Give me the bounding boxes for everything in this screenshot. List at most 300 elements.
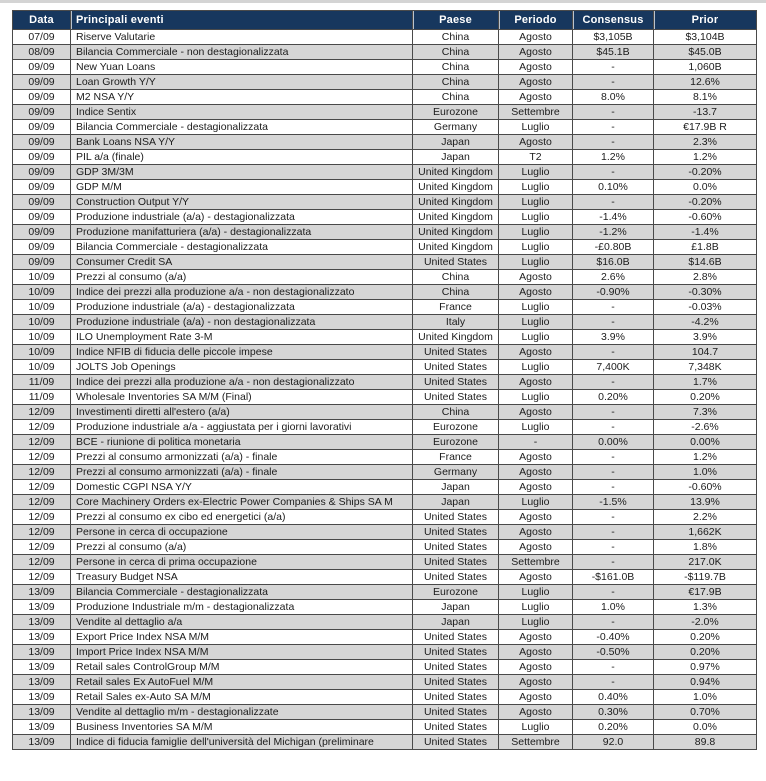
table-row (13, 615, 757, 630)
cell-periodo: Luglio (499, 390, 573, 405)
cell-prior: 12.6% (654, 75, 757, 90)
cell-consensus: - (573, 420, 654, 435)
table-row (13, 645, 757, 660)
cell-periodo: Agosto (499, 690, 573, 705)
cell-data: 10/09 (13, 315, 71, 330)
table-row (13, 510, 757, 525)
column-header-paese: Paese (413, 11, 499, 30)
cell-data: 09/09 (13, 195, 71, 210)
cell-evento: Retail Sales ex-Auto SA M/M (71, 690, 413, 705)
cell-evento: Prezzi al consumo (a/a) (71, 270, 413, 285)
cell-paese: United States (413, 645, 499, 660)
cell-consensus: -$161.0B (573, 570, 654, 585)
table-header-row (13, 11, 757, 30)
cell-consensus: - (573, 120, 654, 135)
cell-prior: 0.0% (654, 720, 757, 735)
cell-data: 12/09 (13, 435, 71, 450)
cell-evento: Indice dei prezzi alla produzione a/a - non destagionalizzato (71, 285, 413, 300)
cell-periodo: Luglio (499, 255, 573, 270)
cell-paese: Germany (413, 120, 499, 135)
cell-evento: Consumer Credit SA (71, 255, 413, 270)
table-row (13, 30, 757, 45)
cell-periodo: Agosto (499, 570, 573, 585)
table-row (13, 480, 757, 495)
cell-evento: Bilancia Commerciale - destagionalizzata (71, 120, 413, 135)
table-row (13, 135, 757, 150)
cell-data: 11/09 (13, 375, 71, 390)
cell-consensus: - (573, 525, 654, 540)
cell-paese: United Kingdom (413, 165, 499, 180)
cell-consensus: - (573, 465, 654, 480)
cell-data: 12/09 (13, 480, 71, 495)
cell-prior: 0.00% (654, 435, 757, 450)
cell-paese: China (413, 60, 499, 75)
cell-prior: 7,348K (654, 360, 757, 375)
cell-periodo: Luglio (499, 315, 573, 330)
cell-periodo: Agosto (499, 75, 573, 90)
cell-data: 13/09 (13, 660, 71, 675)
cell-periodo: Agosto (499, 270, 573, 285)
cell-paese: United Kingdom (413, 180, 499, 195)
cell-consensus: - (573, 540, 654, 555)
cell-paese: United Kingdom (413, 210, 499, 225)
column-header-consensus: Consensus (573, 11, 654, 30)
cell-periodo: Agosto (499, 630, 573, 645)
cell-periodo: Agosto (499, 30, 573, 45)
cell-periodo: Luglio (499, 225, 573, 240)
cell-data: 13/09 (13, 600, 71, 615)
table-row (13, 150, 757, 165)
cell-consensus: 7,400K (573, 360, 654, 375)
cell-data: 12/09 (13, 570, 71, 585)
cell-periodo: Luglio (499, 585, 573, 600)
cell-paese: Eurozone (413, 105, 499, 120)
cell-prior: 0.94% (654, 675, 757, 690)
cell-prior: 2.3% (654, 135, 757, 150)
cell-paese: China (413, 30, 499, 45)
cell-periodo: Settembre (499, 105, 573, 120)
cell-consensus: $45.1B (573, 45, 654, 60)
cell-data: 09/09 (13, 90, 71, 105)
cell-data: 12/09 (13, 420, 71, 435)
cell-data: 12/09 (13, 540, 71, 555)
cell-data: 09/09 (13, 75, 71, 90)
column-header-evento: Principali eventi (71, 11, 413, 30)
cell-consensus: - (573, 165, 654, 180)
table-row (13, 525, 757, 540)
cell-consensus: - (573, 375, 654, 390)
column-header-prior: Prior (654, 11, 757, 30)
table-row (13, 585, 757, 600)
table-row (13, 705, 757, 720)
cell-evento: Indice dei prezzi alla produzione a/a - non destagionalizzato (71, 375, 413, 390)
cell-evento: Produzione industriale a/a - aggiustata per i giorni lavorativi (71, 420, 413, 435)
economic-events-table (12, 10, 757, 750)
cell-data: 13/09 (13, 735, 71, 750)
cell-prior: -0.03% (654, 300, 757, 315)
cell-data: 12/09 (13, 525, 71, 540)
cell-periodo: Agosto (499, 540, 573, 555)
cell-evento: M2 NSA Y/Y (71, 90, 413, 105)
cell-periodo: Agosto (499, 405, 573, 420)
cell-evento: Bilancia Commerciale - non destagionalizzata (71, 45, 413, 60)
cell-consensus: 1.2% (573, 150, 654, 165)
cell-prior: 0.20% (654, 645, 757, 660)
table-row (13, 315, 757, 330)
table-header (13, 11, 757, 30)
table-row (13, 165, 757, 180)
cell-periodo: Agosto (499, 465, 573, 480)
cell-prior: 3.9% (654, 330, 757, 345)
cell-periodo: Luglio (499, 195, 573, 210)
cell-evento: New Yuan Loans (71, 60, 413, 75)
table-row (13, 465, 757, 480)
table-row (13, 75, 757, 90)
cell-consensus: -1.2% (573, 225, 654, 240)
cell-consensus: - (573, 345, 654, 360)
table-row (13, 540, 757, 555)
cell-consensus: 92.0 (573, 735, 654, 750)
cell-prior: $45.0B (654, 45, 757, 60)
cell-data: 09/09 (13, 105, 71, 120)
cell-evento: PIL a/a (finale) (71, 150, 413, 165)
cell-paese: United States (413, 570, 499, 585)
column-header-periodo: Periodo (499, 11, 573, 30)
cell-evento: Indice Sentix (71, 105, 413, 120)
cell-prior: 1.2% (654, 150, 757, 165)
table-row (13, 240, 757, 255)
cell-evento: Prezzi al consumo armonizzati (a/a) - finale (71, 450, 413, 465)
cell-paese: United States (413, 540, 499, 555)
cell-evento: Produzione Industriale m/m - destagionalizzata (71, 600, 413, 615)
table-row (13, 495, 757, 510)
cell-consensus: - (573, 615, 654, 630)
table-row (13, 735, 757, 750)
cell-periodo: Luglio (499, 495, 573, 510)
cell-periodo: Agosto (499, 675, 573, 690)
cell-prior: -13.7 (654, 105, 757, 120)
cell-data: 10/09 (13, 330, 71, 345)
cell-prior: 1,060B (654, 60, 757, 75)
cell-periodo: Agosto (499, 525, 573, 540)
table-body (13, 30, 757, 750)
cell-data: 09/09 (13, 135, 71, 150)
cell-periodo: Luglio (499, 240, 573, 255)
cell-periodo: Agosto (499, 660, 573, 675)
table-row (13, 285, 757, 300)
cell-evento: Indice NFIB di fiducia delle piccole impese (71, 345, 413, 360)
cell-periodo: Agosto (499, 705, 573, 720)
cell-evento: Vendite al dettaglio m/m - destagionalizzate (71, 705, 413, 720)
cell-evento: Vendite al dettaglio a/a (71, 615, 413, 630)
column-header-data: Data (13, 11, 71, 30)
cell-prior: $14.6B (654, 255, 757, 270)
cell-consensus: 0.00% (573, 435, 654, 450)
cell-evento: Retail sales Ex AutoFuel M/M (71, 675, 413, 690)
table-row (13, 375, 757, 390)
cell-consensus: - (573, 675, 654, 690)
cell-consensus: - (573, 60, 654, 75)
cell-data: 13/09 (13, 705, 71, 720)
cell-paese: United Kingdom (413, 195, 499, 210)
cell-prior: 0.0% (654, 180, 757, 195)
cell-periodo: Agosto (499, 510, 573, 525)
cell-paese: United Kingdom (413, 225, 499, 240)
cell-data: 13/09 (13, 690, 71, 705)
cell-data: 10/09 (13, 270, 71, 285)
cell-paese: United States (413, 525, 499, 540)
cell-evento: Wholesale Inventories SA M/M (Final) (71, 390, 413, 405)
cell-prior: 1.3% (654, 600, 757, 615)
table-row (13, 360, 757, 375)
cell-paese: United Kingdom (413, 240, 499, 255)
cell-periodo: Luglio (499, 165, 573, 180)
cell-prior: 0.20% (654, 630, 757, 645)
cell-consensus: -0.90% (573, 285, 654, 300)
cell-consensus: -1.4% (573, 210, 654, 225)
cell-paese: United States (413, 735, 499, 750)
table-row (13, 345, 757, 360)
cell-evento: Import Price Index NSA M/M (71, 645, 413, 660)
cell-consensus: - (573, 480, 654, 495)
cell-evento: Treasury Budget NSA (71, 570, 413, 585)
cell-data: 10/09 (13, 345, 71, 360)
cell-prior: -0.20% (654, 165, 757, 180)
cell-paese: Germany (413, 465, 499, 480)
cell-periodo: Agosto (499, 645, 573, 660)
cell-consensus: 3.9% (573, 330, 654, 345)
cell-prior: 1.0% (654, 465, 757, 480)
cell-paese: United States (413, 630, 499, 645)
cell-data: 10/09 (13, 300, 71, 315)
cell-paese: China (413, 405, 499, 420)
cell-data: 09/09 (13, 120, 71, 135)
cell-data: 12/09 (13, 495, 71, 510)
cell-periodo: - (499, 435, 573, 450)
table-row (13, 630, 757, 645)
cell-consensus: - (573, 75, 654, 90)
cell-data: 09/09 (13, 150, 71, 165)
cell-data: 09/09 (13, 180, 71, 195)
cell-prior: 89.8 (654, 735, 757, 750)
cell-consensus: - (573, 510, 654, 525)
cell-periodo: Settembre (499, 735, 573, 750)
cell-periodo: Settembre (499, 555, 573, 570)
table-row (13, 690, 757, 705)
cell-prior: -4.2% (654, 315, 757, 330)
cell-periodo: Agosto (499, 90, 573, 105)
cell-paese: United States (413, 660, 499, 675)
table-row (13, 195, 757, 210)
cell-prior: -2.6% (654, 420, 757, 435)
table-row (13, 600, 757, 615)
cell-consensus: 0.20% (573, 720, 654, 735)
cell-prior: 1.8% (654, 540, 757, 555)
cell-consensus: -0.50% (573, 645, 654, 660)
cell-periodo: Luglio (499, 600, 573, 615)
cell-prior: 7.3% (654, 405, 757, 420)
cell-data: 09/09 (13, 255, 71, 270)
cell-paese: United States (413, 555, 499, 570)
table-row (13, 420, 757, 435)
table-row (13, 180, 757, 195)
cell-paese: United Kingdom (413, 330, 499, 345)
cell-evento: Bilancia Commerciale - destagionalizzata (71, 585, 413, 600)
cell-paese: Japan (413, 480, 499, 495)
cell-prior: 1.0% (654, 690, 757, 705)
cell-paese: Japan (413, 615, 499, 630)
cell-prior: -0.30% (654, 285, 757, 300)
cell-evento: Loan Growth Y/Y (71, 75, 413, 90)
cell-periodo: Luglio (499, 360, 573, 375)
cell-paese: Japan (413, 600, 499, 615)
cell-consensus: - (573, 405, 654, 420)
table-row (13, 330, 757, 345)
cell-periodo: Luglio (499, 330, 573, 345)
cell-prior: 104.7 (654, 345, 757, 360)
cell-periodo: Luglio (499, 720, 573, 735)
cell-periodo: Luglio (499, 180, 573, 195)
cell-consensus: - (573, 585, 654, 600)
table-row (13, 210, 757, 225)
table-row (13, 120, 757, 135)
cell-prior: 0.70% (654, 705, 757, 720)
cell-evento: Persone in cerca di prima occupazione (71, 555, 413, 570)
cell-prior: 8.1% (654, 90, 757, 105)
table-row (13, 570, 757, 585)
cell-paese: United States (413, 675, 499, 690)
cell-consensus: $3,105B (573, 30, 654, 45)
cell-prior: -$119.7B (654, 570, 757, 585)
cell-paese: China (413, 45, 499, 60)
cell-paese: Japan (413, 135, 499, 150)
cell-data: 09/09 (13, 165, 71, 180)
cell-data: 12/09 (13, 465, 71, 480)
cell-data: 13/09 (13, 720, 71, 735)
cell-paese: China (413, 285, 499, 300)
cell-evento: Export Price Index NSA M/M (71, 630, 413, 645)
cell-paese: Japan (413, 150, 499, 165)
table-row (13, 105, 757, 120)
cell-paese: Eurozone (413, 420, 499, 435)
cell-paese: Italy (413, 315, 499, 330)
cell-evento: Prezzi al consumo armonizzati (a/a) - finale (71, 465, 413, 480)
table-row (13, 60, 757, 75)
cell-data: 13/09 (13, 630, 71, 645)
table-row (13, 270, 757, 285)
cell-data: 12/09 (13, 450, 71, 465)
cell-prior: 0.97% (654, 660, 757, 675)
cell-prior: £1.8B (654, 240, 757, 255)
cell-evento: Produzione industriale (a/a) - destagionalizzata (71, 300, 413, 315)
cell-paese: Japan (413, 495, 499, 510)
table-row (13, 225, 757, 240)
cell-consensus: 1.0% (573, 600, 654, 615)
cell-periodo: Luglio (499, 300, 573, 315)
table-row (13, 300, 757, 315)
cell-prior: 0.20% (654, 390, 757, 405)
table-row (13, 390, 757, 405)
cell-data: 10/09 (13, 285, 71, 300)
cell-paese: United States (413, 255, 499, 270)
cell-periodo: Luglio (499, 420, 573, 435)
table-row (13, 255, 757, 270)
cell-consensus: - (573, 105, 654, 120)
cell-consensus: $16.0B (573, 255, 654, 270)
cell-periodo: Agosto (499, 45, 573, 60)
cell-data: 09/09 (13, 60, 71, 75)
cell-paese: Eurozone (413, 435, 499, 450)
cell-evento: Core Machinery Orders ex-Electric Power Companies & Ships SA M (71, 495, 413, 510)
cell-paese: United States (413, 720, 499, 735)
cell-consensus: - (573, 450, 654, 465)
cell-consensus: 2.6% (573, 270, 654, 285)
cell-periodo: Luglio (499, 615, 573, 630)
table-row (13, 675, 757, 690)
cell-paese: France (413, 300, 499, 315)
cell-data: 09/09 (13, 225, 71, 240)
cell-consensus: 0.40% (573, 690, 654, 705)
cell-data: 11/09 (13, 390, 71, 405)
cell-periodo: Agosto (499, 345, 573, 360)
cell-consensus: - (573, 660, 654, 675)
cell-evento: Bank Loans NSA Y/Y (71, 135, 413, 150)
cell-paese: United States (413, 690, 499, 705)
cell-data: 13/09 (13, 615, 71, 630)
cell-consensus: -£0.80B (573, 240, 654, 255)
cell-data: 13/09 (13, 675, 71, 690)
table-row (13, 435, 757, 450)
cell-paese: United States (413, 360, 499, 375)
cell-evento: Prezzi al consumo (a/a) (71, 540, 413, 555)
cell-evento: Construction Output Y/Y (71, 195, 413, 210)
cell-evento: GDP 3M/3M (71, 165, 413, 180)
cell-paese: France (413, 450, 499, 465)
cell-evento: Produzione industriale (a/a) - non destagionalizzata (71, 315, 413, 330)
table-row (13, 405, 757, 420)
cell-periodo: Luglio (499, 210, 573, 225)
cell-prior: 1.7% (654, 375, 757, 390)
table-row (13, 555, 757, 570)
cell-prior: €17.9B (654, 585, 757, 600)
cell-evento: Bilancia Commerciale - destagionalizzata (71, 240, 413, 255)
cell-evento: ILO Unemployment Rate 3-M (71, 330, 413, 345)
cell-data: 13/09 (13, 645, 71, 660)
cell-data: 13/09 (13, 585, 71, 600)
cell-consensus: 0.10% (573, 180, 654, 195)
cell-evento: Indice di fiducia famiglie dell'università del Michigan (preliminare (71, 735, 413, 750)
cell-paese: United States (413, 375, 499, 390)
cell-data: 12/09 (13, 405, 71, 420)
cell-evento: Produzione industriale (a/a) - destagionalizzata (71, 210, 413, 225)
cell-data: 09/09 (13, 210, 71, 225)
cell-evento: BCE - riunione di politica monetaria (71, 435, 413, 450)
table-row (13, 660, 757, 675)
cell-consensus: - (573, 300, 654, 315)
cell-paese: China (413, 75, 499, 90)
cell-data: 08/09 (13, 45, 71, 60)
cell-prior: -1.4% (654, 225, 757, 240)
cell-paese: United States (413, 510, 499, 525)
cell-prior: -2.0% (654, 615, 757, 630)
cell-periodo: Luglio (499, 120, 573, 135)
cell-periodo: Agosto (499, 135, 573, 150)
table-row (13, 450, 757, 465)
cell-consensus: 0.30% (573, 705, 654, 720)
cell-paese: China (413, 90, 499, 105)
cell-periodo: Agosto (499, 285, 573, 300)
cell-evento: JOLTS Job Openings (71, 360, 413, 375)
